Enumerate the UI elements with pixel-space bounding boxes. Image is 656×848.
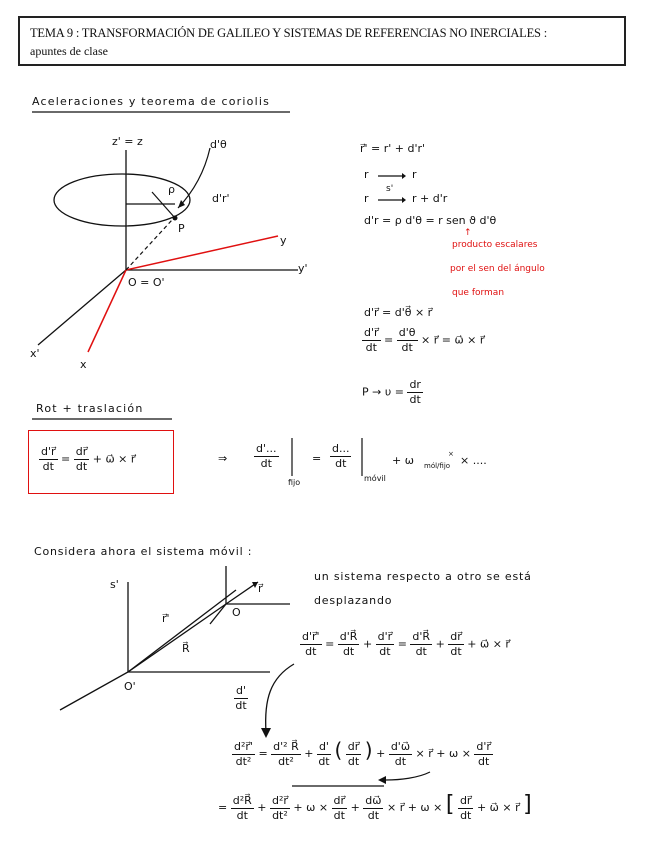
diagram-label-x-prime: x': [30, 347, 40, 360]
diagram-label-y-prime: y': [298, 262, 308, 275]
label-s-prime: s': [110, 578, 119, 591]
diagram-label-dr: d'r': [212, 192, 230, 205]
diagram-label-z: z' = z: [112, 135, 143, 148]
eq-map-left: r: [364, 168, 369, 181]
implication-eq: =: [312, 452, 322, 465]
implication-tail: × ....: [460, 454, 487, 467]
rotation-diagram: [20, 130, 320, 380]
eq-position: r⃗' = r' + d'r': [360, 142, 426, 155]
eq-map2-over: s': [386, 184, 394, 194]
implies-arrow: ⇒: [218, 452, 228, 465]
page-subtitle: apuntes de clase: [30, 44, 108, 58]
eq-cross: d'r⃗ = d'θ⃗ × r⃗: [364, 306, 433, 319]
red-note-1: producto escalares: [452, 240, 538, 250]
times-mark: ×: [448, 450, 454, 458]
red-note-3: que forman: [452, 288, 505, 298]
red-mark: ↑: [464, 228, 472, 238]
implication-omega: + ω: [392, 454, 414, 467]
eq-velocity: P → υ = $\frac{dr}{dt}$: [362, 378, 421, 406]
label-R: R⃗: [182, 642, 190, 655]
label-o: O: [232, 606, 241, 619]
implication-fijo-frac: $\frac{d'...}{dt}$: [256, 442, 277, 470]
label-r-vec: r⃗: [258, 582, 263, 595]
diagram-label-rho: ρ: [168, 183, 175, 196]
section-heading-mobile: Considera ahora el sistema móvil :: [34, 545, 253, 558]
operator-d-dt: $\frac{d'}{dt}$: [235, 684, 247, 712]
curved-arrow: [250, 660, 300, 740]
heading-underline: [32, 110, 292, 114]
eq-accel-transform: $\frac{\text{d²r⃗'}}{\text{dt²}}$ = $\frac{\text{d'² R⃗}}{\text{dt²}}$ + $\frac{d'}{dt}$ ( $\frac{dr⃗}{dt}$ ) + $\frac{d'\omega⃗}{dt}$ × r⃗ + ω × $\frac{d'r⃗}{dt}$: [234, 738, 491, 768]
boxed-equation-content: $\frac{d'r⃗}{dt}$ = $\frac{dr⃗}{dt}$ + ω⃗ × r⃗: [41, 445, 136, 473]
sub-mol-fijo: mól/fijo: [424, 462, 451, 470]
sub-fijo: fijo: [288, 478, 301, 487]
map-arrow-2: [378, 196, 406, 204]
implication-movil-frac: $\frac{d...}{dt}$: [332, 442, 350, 470]
eq-accel-expanded: = $\frac{\text{d²R⃗}}{dt}$ + $\frac{\text{d²r⃗}}{\text{dt²}}$ + ω × $\frac{dr⃗}{dt}$ + $\frac{d\omega⃗}{dt}$ × r⃗ + ω × [ $\frac{dr⃗}{dt}$ + ω⃗ × r⃗ ]: [218, 792, 532, 822]
eq-map2-left: r: [364, 192, 369, 205]
eq-map2-right: r + d'r: [412, 192, 448, 205]
text-line-2: desplazando: [314, 594, 393, 607]
map-arrow: [378, 172, 406, 180]
label-o-prime: O': [124, 680, 136, 693]
eval-bar-2: [360, 438, 364, 478]
boxed-equation: [28, 430, 174, 494]
eq-dr-length: d'r = ρ d'θ = r sen ϑ d'θ: [364, 214, 497, 227]
overbar-and-arrow: [290, 770, 440, 794]
diagram-label-dtheta: d'θ: [210, 138, 227, 151]
eq-map-right: r: [412, 168, 417, 181]
eq-velocity-transform: $\frac{d'r⃗'}{dt}$ = $\frac{d'R⃗}{dt}$ + $\frac{d'r⃗}{dt}$ = $\frac{d'R⃗}{dt}$ + $\frac{dr⃗}{dt}$ + ω⃗ × r⃗: [302, 630, 510, 658]
diagram-label-p: P: [178, 222, 185, 235]
text-line-1: un sistema respecto a otro se está: [314, 570, 532, 583]
diagram-label-origin: O = O': [128, 276, 165, 289]
section-heading-accelerations: Aceleraciones y teorema de coriolis: [32, 95, 271, 108]
eq-omega: $\frac{d'r⃗}{dt}$ = $\frac{d'\theta}{dt}$ × r⃗ = ω⃗ × r⃗: [364, 326, 485, 354]
sub-movil: móvil: [364, 474, 386, 483]
eval-bar-1: [290, 438, 294, 478]
heading2-underline: [32, 417, 182, 421]
red-note-2: por el sen del ángulo: [450, 264, 545, 274]
header-box: [18, 16, 626, 66]
label-r-prime: r⃗': [162, 612, 170, 625]
diagram-label-y: y: [280, 234, 287, 247]
section-heading-rot-trans: Rot + traslación: [36, 402, 144, 415]
diagram-label-x: x: [80, 358, 87, 371]
page-title: TEMA 9 : TRANSFORMACIÓN DE GALILEO Y SISTEMAS DE REFERENCIAS NO INERCIALES :: [30, 26, 547, 40]
